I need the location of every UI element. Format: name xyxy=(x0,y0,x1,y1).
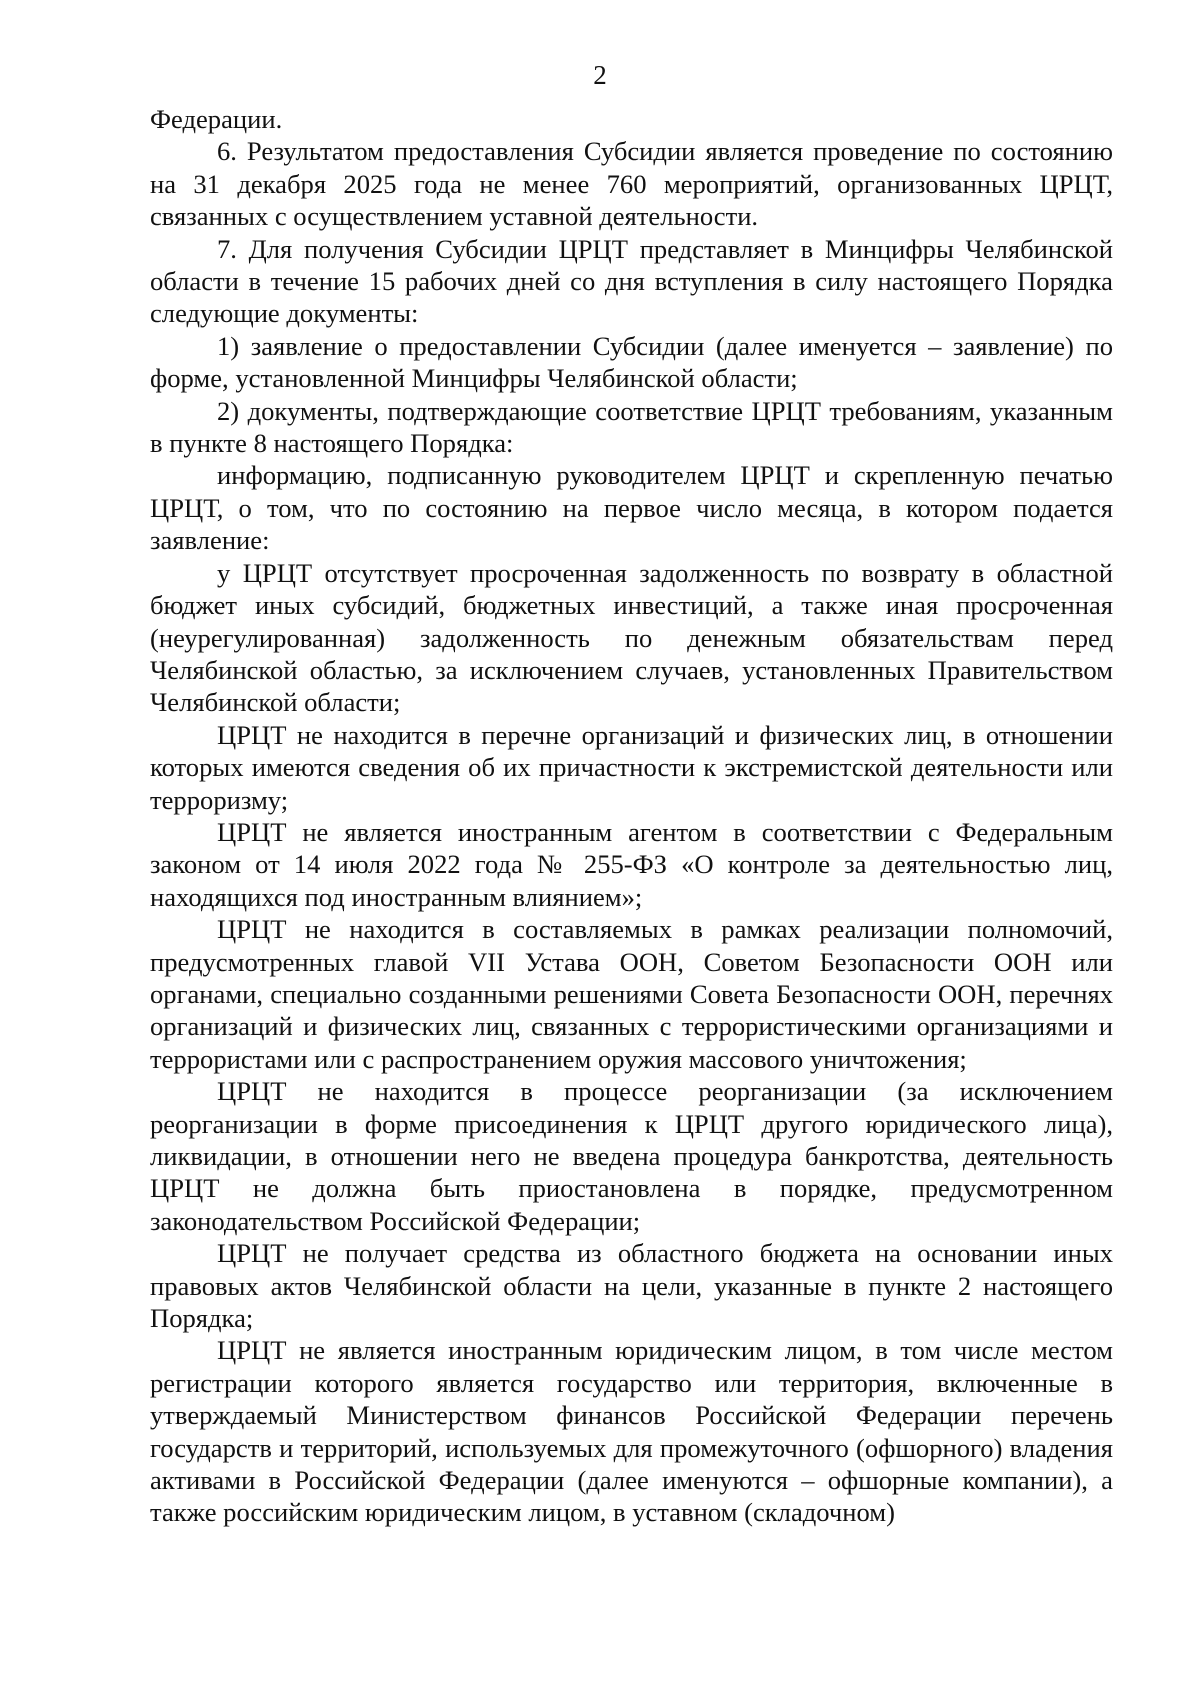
document-body xyxy=(150,103,1113,1529)
paragraph-item-7: 7. Для получения Субсидии ЦРЦТ представляет в Минцифры Челябинской области в течение 15 рабочих дней со дня вступления в силу настоящего Порядка следующие документы: xyxy=(150,233,1113,329)
paragraph-subitem-2: 2) документы, подтверждающие соответствие ЦРЦТ требованиям, указанным в пункте 8 настоящего Порядка: xyxy=(150,395,1113,459)
paragraph-no-other-funds: ЦРЦТ не получает средства из областного бюджета на основании иных правовых актов Челябинской области на цели, указанные в пункте 2 настоящего Порядка; xyxy=(150,1238,1113,1334)
paragraph-subitem-1: 1) заявление о предоставлении Субсидии (далее именуется – заявление) по форме, установленной Минцифры Челябинской области; xyxy=(150,330,1113,394)
paragraph-continuation: Федерации. xyxy=(150,104,283,134)
paragraph-information: информацию, подписанную руководителем ЦРЦТ и скрепленную печатью ЦРЦТ, о том, что по состоянию на первое число месяца, в котором подается заявление: xyxy=(150,460,1113,556)
paragraph-item-6: 6. Результатом предоставления Субсидии является проведение по состоянию на 31 декабря 2025 года не менее 760 мероприятий, организованных ЦРЦТ, связанных с осуществлением уставной деятельности. xyxy=(150,136,1113,232)
paragraph-not-reorganization: ЦРЦТ не находится в процессе реорганизации (за исключением реорганизации в форме присоединения к ЦРЦТ другого юридического лица), ликвидации, в отношении него не введена процедура банкротства, деятельность ЦРЦТ не должна быть приостановлена в порядке, предусмотренном законодательством Российской Федерации; xyxy=(150,1076,1113,1236)
paragraph-not-foreign-agent: ЦРЦТ не является иностранным агентом в соответствии с Федеральным законом от 14 июля 2022 года № 255-ФЗ «О контроле за деятельностью лиц, находящихся под иностранным влиянием»; xyxy=(150,816,1113,912)
paragraph-no-extremism: ЦРЦТ не находится в перечне организаций и физических лиц, в отношении которых имеются сведения об их причастности к экстремистской деятельности или терроризму; xyxy=(150,719,1113,815)
paragraph-not-un-lists: ЦРЦТ не находится в составляемых в рамках реализации полномочий, предусмотренных главой VII Устава ООН, Советом Безопасности ООН или органами, специально созданными решениями Совета Безопасности ООН, перечнях организаций и физических лиц, связанных с террористическими организациями и террористами или с распространением оружия массового уничтожения; xyxy=(150,914,1113,1074)
paragraph-no-debt: у ЦРЦТ отсутствует просроченная задолженность по возврату в областной бюджет иных субсидий, бюджетных инвестиций, а также иная просроченная (неурегулированная) задолженность по денежным обязательствам перед Челябинской областью, за исключением случаев, установленных Правительством Челябинской области; xyxy=(150,557,1113,718)
page-number: 2 xyxy=(593,60,607,90)
paragraph-not-foreign-entity: ЦРЦТ не является иностранным юридическим лицом, в том числе местом регистрации которого является государство или территория, включенные в утверждаемый Министерством финансов Российской Федерации перечень государств и территорий, используемых для промежуточного (офшорного) владения активами в Российской Федерации (далее именуются – офшорные компании), а также российским юридическим лицом, в уставном (складочном) xyxy=(150,1335,1113,1528)
